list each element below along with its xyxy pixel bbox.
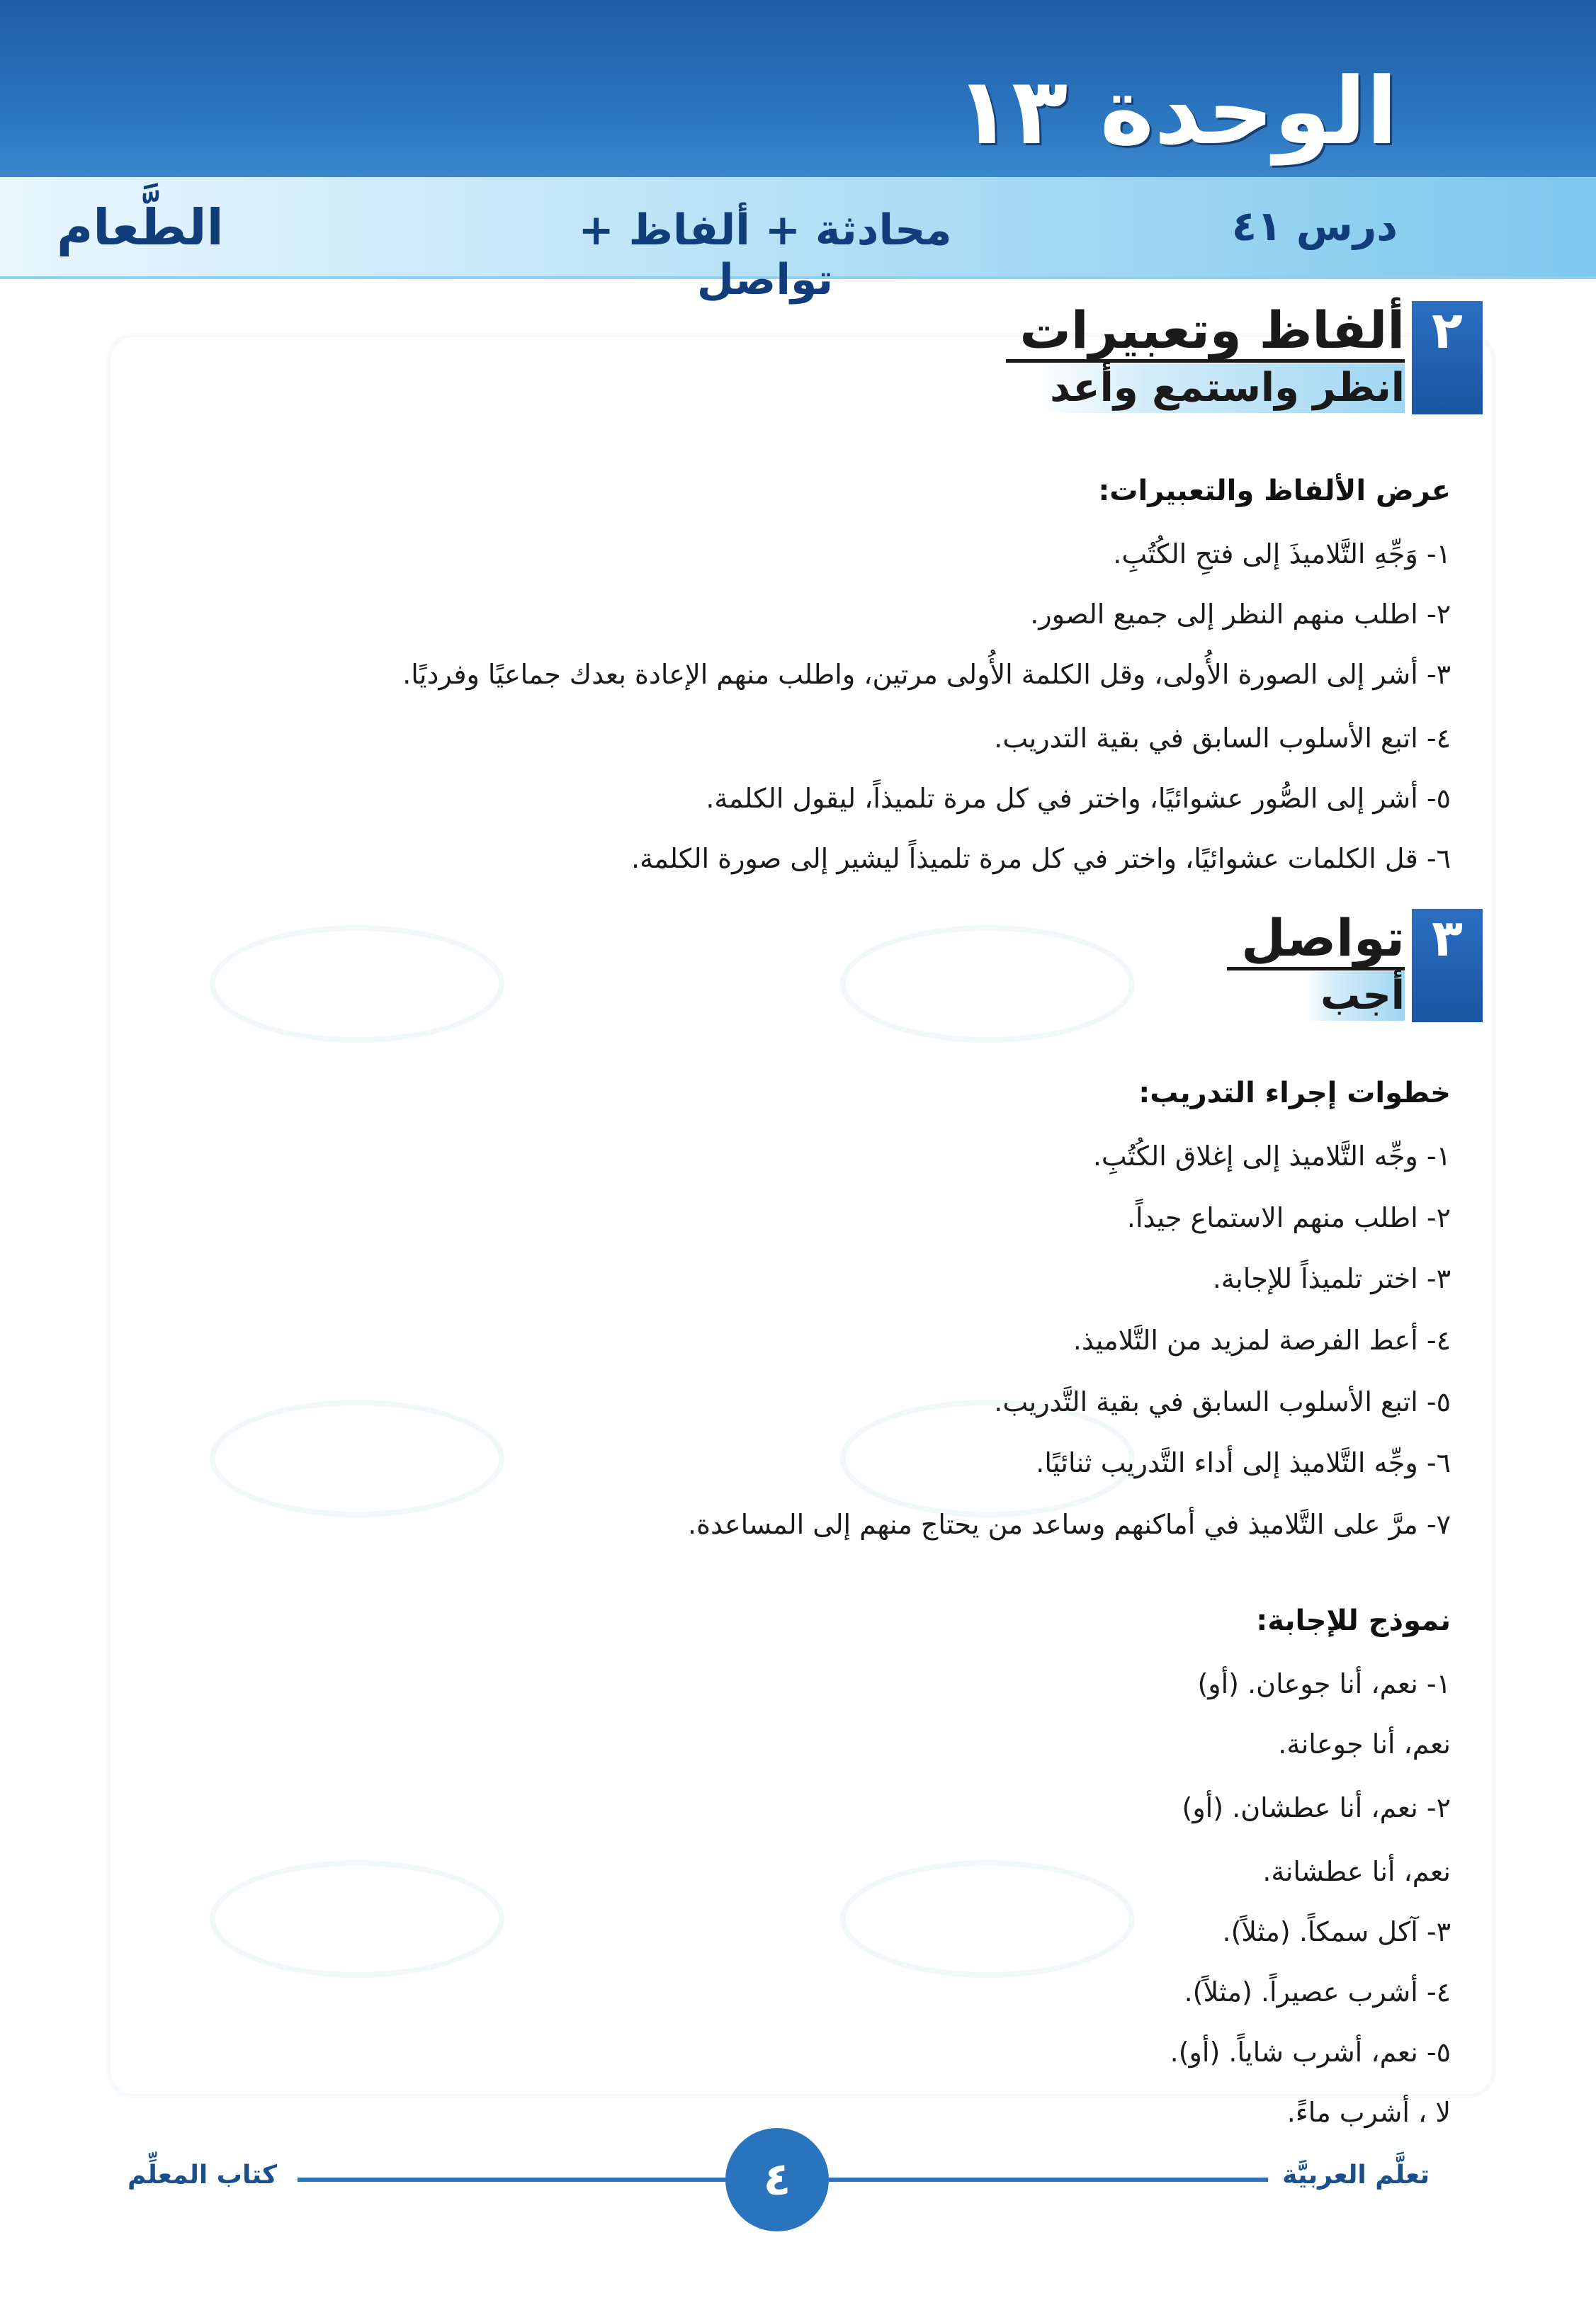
section-3-step: ٢- اطلب منهم الاستماع جيداً.	[1126, 1202, 1451, 1233]
unit-title: الوحدة ١٣	[955, 57, 1398, 165]
section-2-heading: عرض الألفاظ والتعبيرات:	[1098, 475, 1451, 507]
section-2-step: ٦- قل الكلمات عشوائيًا، واختر في كل مرة تلميذاً ليشير إلى صورة الكلمة.	[630, 843, 1451, 874]
section-3-step: ٣- اختر تلميذاً للإجابة.	[1212, 1263, 1451, 1294]
watermark-ring	[210, 1860, 504, 1978]
section-3-step: ٦- وجِّه التَّلاميذ إلى أداء التَّدريب ثنائيًا.	[1036, 1447, 1451, 1478]
section-3-heading: خطوات إجراء التدريب:	[1138, 1077, 1451, 1109]
model-answer: نعم، أنا جوعانة.	[1278, 1728, 1451, 1760]
watermark-ring	[840, 925, 1135, 1043]
model-answer: ٤- أشرب عصيراً. (مثلاً).	[1184, 1976, 1451, 2008]
watermark-ring	[840, 1860, 1135, 1978]
watermark-ring	[210, 1400, 504, 1517]
model-answer: ١- نعم، أنا جوعان. (أو)	[1197, 1668, 1451, 1699]
unit-theme: الطَّعام	[57, 198, 224, 256]
model-answer: لا ، أشرب ماءً.	[1286, 2097, 1451, 2128]
model-answer: ٢- نعم، أنا عطشان. (أو)	[1182, 1792, 1451, 1823]
model-answer: ٥- نعم، أشرب شاياً. (أو).	[1170, 2037, 1451, 2068]
section-3-step: ٧- مرَّ على التَّلاميذ في أماكنهم وساعد من يحتاج منهم إلى المساعدة.	[688, 1509, 1451, 1540]
section-2-step: ٢- اطلب منهم النظر إلى جميع الصور.	[1030, 599, 1451, 630]
model-answer: ٣- آكل سمكاً. (مثلاً).	[1222, 1916, 1451, 1947]
watermark-ring	[210, 925, 504, 1043]
footer-series-title: تعلَّم العربيَّة	[1282, 2161, 1430, 2190]
section-3-number: ٣	[1412, 909, 1483, 1022]
footer-book-title: كتاب المعلِّم	[128, 2161, 278, 2190]
section-3-subtitle: أجب	[1306, 971, 1405, 1021]
section-2-step: ٥- أشر إلى الصُّور عشوائيًا، واختر في كل مرة تلميذاً، ليقول الكلمة.	[706, 783, 1451, 814]
model-answer: نعم، أنا عطشانة.	[1262, 1856, 1451, 1887]
page-number: ٤	[725, 2128, 829, 2231]
section-2-title: ألفاظ وتعبيرات	[1006, 301, 1405, 363]
section-3-step: ١- وجِّه التَّلاميذ إلى إغلاق الكُتُبِ.	[1092, 1140, 1451, 1172]
section-3-step: ٥- اتبع الأسلوب السابق في بقية التَّدريب.	[994, 1386, 1451, 1417]
lesson-topics: محادثة + ألفاظ + تواصل	[578, 205, 952, 305]
footer-rule-right	[829, 2178, 1268, 2182]
section-2-number: ٢	[1412, 301, 1483, 414]
lesson-label: درس ٤١	[1231, 202, 1398, 250]
footer-rule-left	[298, 2178, 725, 2182]
section-2-step: ١- وَجِّهِ التَّلاميذَ إلى فتحِ الكُتُبِ.	[1113, 538, 1451, 570]
section-2-step: ٣- أشر إلى الصورة الأُولى، وقل الكلمة الأُولى مرتين، واطلب منهم الإعادة بعدك جماعيًا وفرديًا.	[402, 659, 1451, 690]
section-3-header	[1128, 909, 1483, 1022]
section-2-step: ٤- اتبع الأسلوب السابق في بقية التدريب.	[994, 723, 1451, 754]
section-3-step: ٤- أعط الفرصة لمزيد من التَّلاميذ.	[1073, 1325, 1451, 1356]
section-2-header	[1019, 300, 1483, 414]
section-2-subtitle: انظر واستمع وأعد	[1036, 363, 1405, 413]
model-answer-heading: نموذج للإجابة:	[1256, 1604, 1451, 1637]
section-3-title: تواصل	[1227, 909, 1405, 970]
